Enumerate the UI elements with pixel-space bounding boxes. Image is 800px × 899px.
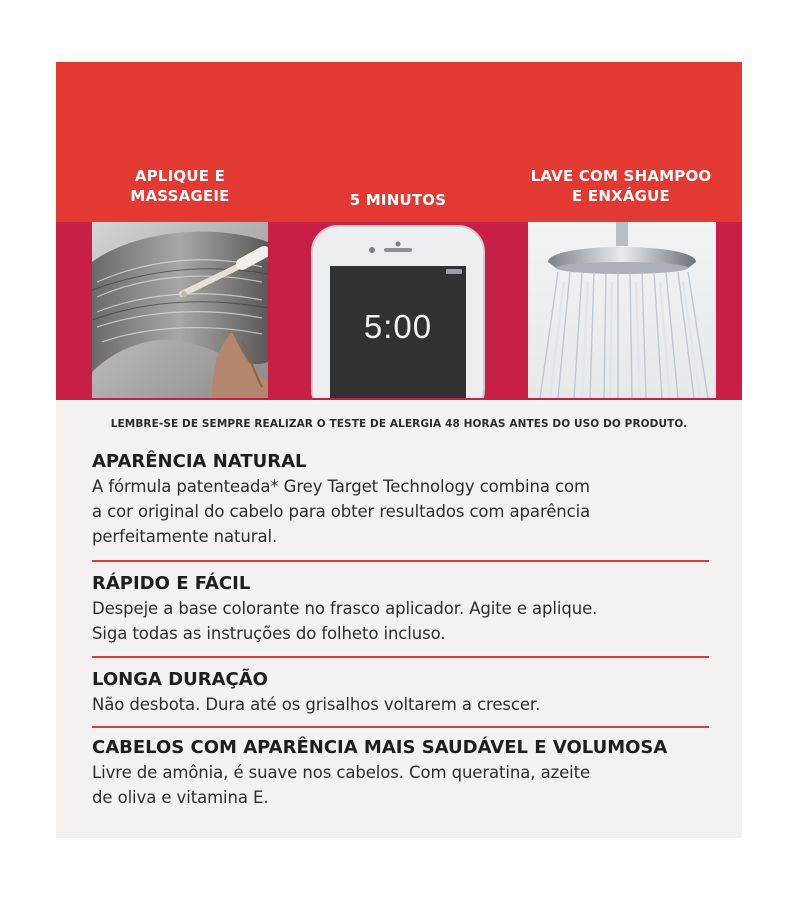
step-2-label bbox=[310, 190, 486, 210]
feature-quick-easy bbox=[92, 572, 716, 646]
phone-timer-icon bbox=[310, 222, 486, 398]
product-info-panel bbox=[56, 62, 742, 838]
step-2-line-1: 5 MINUTOS bbox=[349, 191, 447, 209]
step-3-line-1: LAVE COM SHAMPOO bbox=[530, 167, 712, 185]
feature-line: Não desbota. Dura até os grisalhos voltarem a crescer. bbox=[92, 695, 541, 714]
hair-application-icon bbox=[92, 222, 268, 398]
feature-line: Despeje a base colorante no frasco aplicador. Agite e aplique. bbox=[92, 599, 598, 618]
feature-natural-appearance bbox=[92, 450, 716, 549]
feature-long-lasting bbox=[92, 668, 716, 717]
feature-title: APARÊNCIA NATURAL bbox=[92, 451, 307, 472]
feature-line: de oliva e vitamina E. bbox=[92, 788, 269, 807]
section-divider bbox=[92, 726, 709, 728]
feature-title: LONGA DURAÇÃO bbox=[92, 669, 268, 690]
step-3-line-2: E ENXÁGUE bbox=[572, 187, 670, 205]
feature-line: perfeitamente natural. bbox=[92, 527, 278, 546]
step-1-line-1: APLIQUE E bbox=[134, 167, 226, 185]
step-1-line-2: MASSAGEIE bbox=[130, 187, 230, 205]
feature-title: CABELOS COM APARÊNCIA MAIS SAUDÁVEL E VOLUMOSA bbox=[92, 737, 668, 758]
step-3-label bbox=[514, 166, 728, 206]
feature-title: RÁPIDO E FÁCIL bbox=[92, 573, 251, 594]
section-divider bbox=[92, 560, 709, 562]
allergy-test-warning: LEMBRE-SE DE SEMPRE REALIZAR O TESTE DE ALERGIA 48 HORAS ANTES DO USO DO PRODUTO. bbox=[110, 418, 688, 430]
shower-icon bbox=[528, 222, 716, 398]
feature-line: Livre de amônia, é suave nos cabelos. Com queratina, azeite bbox=[92, 763, 591, 782]
feature-line: A fórmula patenteada* Grey Target Technology combina com bbox=[92, 477, 590, 496]
feature-line: a cor original do cabelo para obter resultados com aparência bbox=[92, 502, 591, 521]
feature-line: Siga todas as instruções do folheto incluso. bbox=[92, 624, 446, 643]
section-divider bbox=[92, 656, 709, 658]
feature-healthier-hair bbox=[92, 736, 716, 810]
step-1-label bbox=[92, 166, 268, 206]
timer-display: 5:00 bbox=[363, 308, 433, 345]
